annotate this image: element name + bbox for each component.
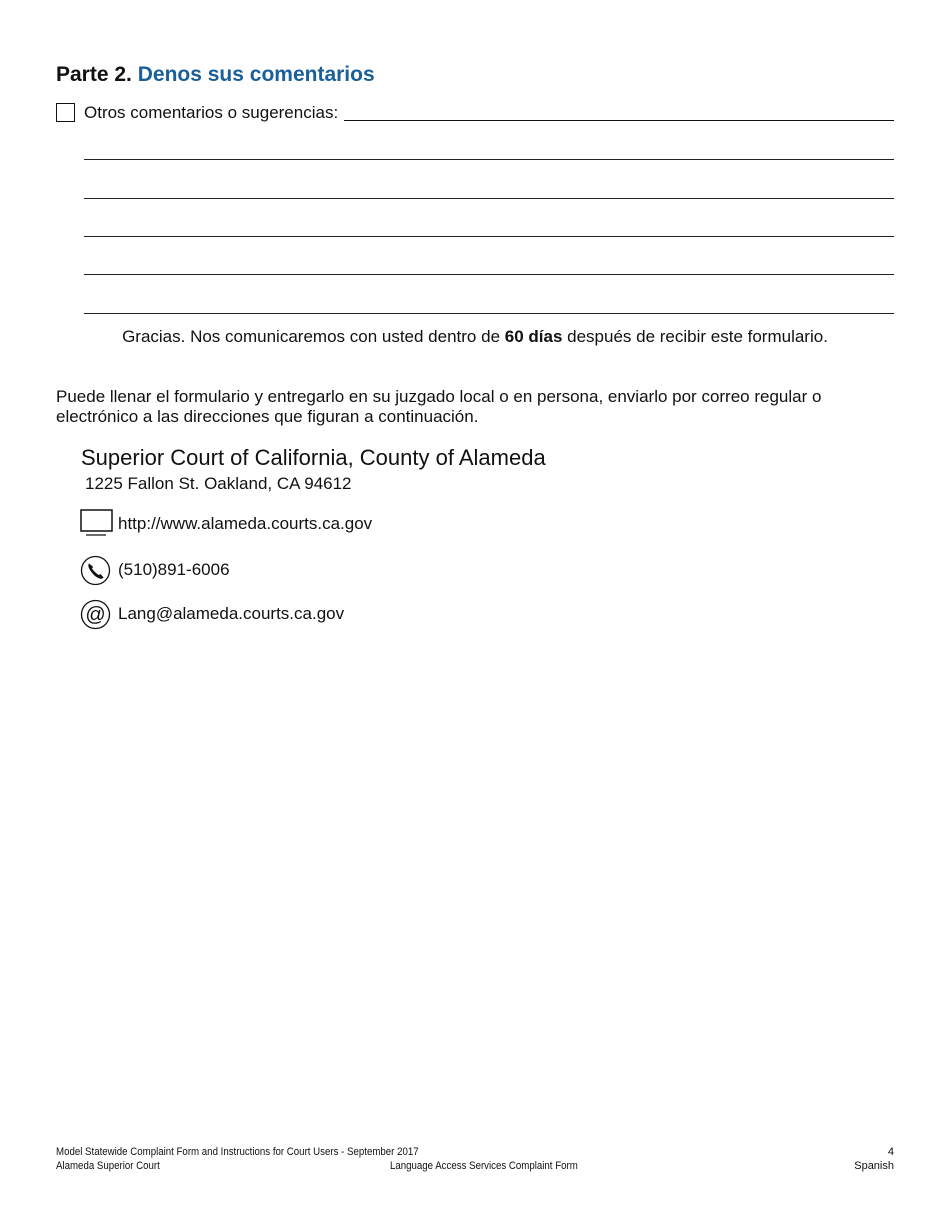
email-link[interactable]: Lang@alameda.courts.ca.gov [118, 604, 345, 623]
at-sign-icon [80, 599, 111, 635]
phone-icon [80, 555, 111, 591]
website-link[interactable]: http://www.alameda.courts.ca.gov [118, 514, 373, 533]
thanks-message [0, 327, 950, 347]
svg-text:@: @ [85, 604, 106, 626]
court-address: 1225 Fallon St. Oakland, CA 94612 [85, 474, 352, 493]
computer-icon [80, 509, 114, 542]
submission-instructions: Puede llenar el formulario y entregarlo en su juzgado local o en persona, enviarlo por correo regular o electrónico a las direcciones que figuran a continuación. [56, 387, 822, 426]
comment-line-5[interactable] [84, 274, 894, 275]
footer-form-title: Model Statewide Complaint Form and Instructions for Court Users - September 2017 [56, 1146, 419, 1158]
comment-line-1[interactable] [344, 120, 894, 121]
footer-form-name: Language Access Services Complaint Form [390, 1160, 578, 1172]
thanks-text-end: después de recibir este formulario. [562, 327, 828, 346]
footer-language: Spanish [854, 1160, 894, 1172]
footer-court: Alameda Superior Court [56, 1160, 160, 1172]
phone-number[interactable]: (510)891-6006 [118, 560, 230, 579]
footer-page-number: 4 [887, 1146, 894, 1158]
comment-line-2[interactable] [84, 159, 894, 160]
comment-line-3[interactable] [84, 198, 894, 199]
thanks-days: 60 días [504, 327, 563, 346]
court-name: Superior Court of California, County of Alameda [81, 445, 546, 470]
part-label: Parte 2. [56, 63, 132, 86]
comment-line-6[interactable] [84, 313, 894, 314]
other-comments-label: Otros comentarios o sugerencias: [84, 103, 339, 122]
other-comments-checkbox[interactable] [56, 103, 75, 122]
thanks-text-start: Gracias. Nos comunicaremos con usted dentro de [122, 327, 505, 346]
comment-line-4[interactable] [84, 236, 894, 237]
section-title: Denos sus comentarios [137, 63, 375, 86]
section-heading [56, 63, 375, 87]
